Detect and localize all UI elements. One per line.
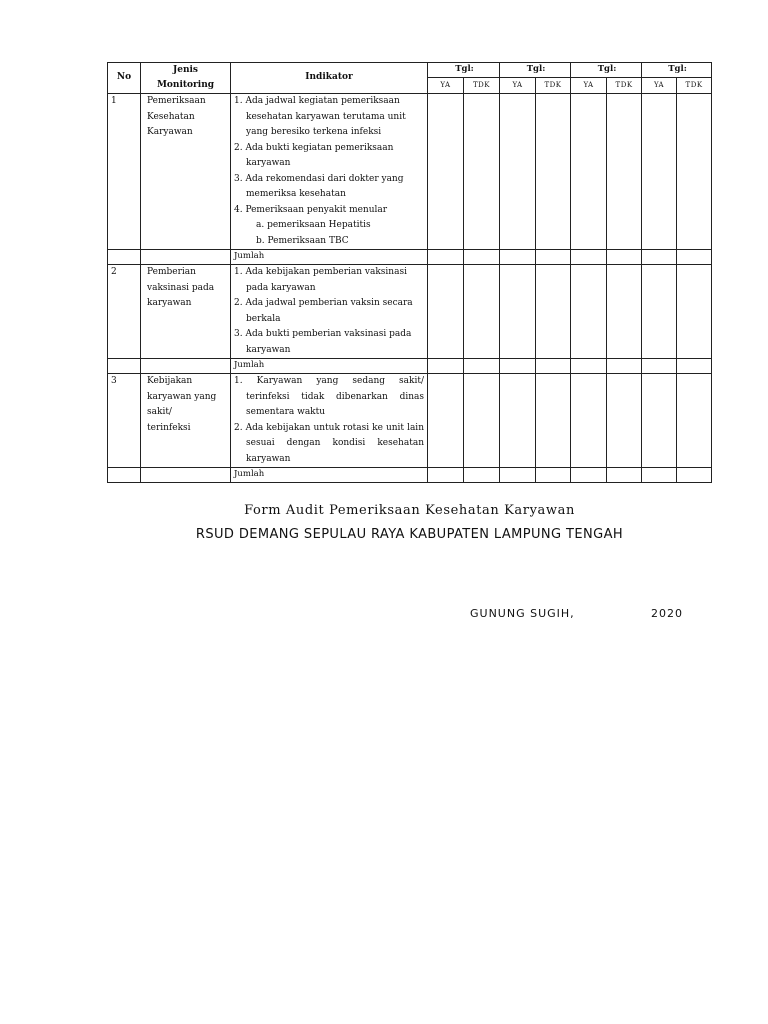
jumlah-label: Jumlah [231, 250, 428, 265]
check-cell[interactable] [536, 94, 571, 250]
check-cell[interactable] [500, 94, 536, 250]
indikator-item: 1. Karyawan yang sedang sakit/ terinfeksi tidak dibenarkan dinas sementara waktu [234, 376, 424, 417]
check-cell[interactable] [571, 94, 607, 250]
header-ya: YA [642, 77, 677, 93]
check-cell[interactable] [642, 359, 677, 374]
row-indikator [231, 265, 428, 359]
check-cell[interactable] [571, 265, 607, 359]
check-cell[interactable] [536, 250, 571, 265]
jumlah-row [108, 250, 712, 265]
header-ya: YA [571, 77, 607, 93]
header-jenis-line1: Jenis [172, 65, 198, 75]
indikator-subitem: b. Pemeriksaan TBC [256, 235, 349, 246]
jumlah-label: Jumlah [231, 359, 428, 374]
jenis-line: terinfeksi [147, 422, 191, 433]
row-indikator [231, 94, 428, 250]
check-cell[interactable] [428, 468, 464, 483]
jumlah-row [108, 468, 712, 483]
indikator-item: 2. Ada jadwal pemberian vaksin secara berkala [234, 298, 413, 324]
check-cell[interactable] [536, 265, 571, 359]
check-cell[interactable] [642, 468, 677, 483]
check-cell[interactable] [428, 250, 464, 265]
header-tdk: TDK [464, 77, 500, 93]
check-cell[interactable] [464, 94, 500, 250]
jenis-line: vaksinasi pada [147, 282, 215, 293]
header-indikator: Indikator [231, 63, 428, 94]
header-tgl-1: Tgl: [428, 63, 500, 78]
check-cell[interactable] [464, 359, 500, 374]
row-no: 2 [108, 265, 141, 359]
check-cell[interactable] [642, 94, 677, 250]
check-cell[interactable] [500, 374, 536, 468]
check-cell[interactable] [607, 94, 642, 250]
check-cell[interactable] [428, 374, 464, 468]
check-cell[interactable] [677, 374, 712, 468]
jenis-line: karyawan [147, 298, 192, 308]
check-cell[interactable] [607, 265, 642, 359]
check-cell[interactable] [536, 468, 571, 483]
row-jenis [141, 374, 231, 468]
jenis-line: karyawan yang [147, 391, 217, 402]
indikator-item: 1. Ada kebijakan pemberian vaksinasi pada karyawan [234, 267, 407, 293]
header-ya: YA [500, 77, 536, 93]
header-row-1 [108, 63, 712, 78]
check-cell[interactable] [607, 359, 642, 374]
jenis-line: Kesehatan [147, 111, 195, 122]
check-cell[interactable] [428, 359, 464, 374]
header-jenis-line2: Monitoring [156, 80, 215, 90]
check-cell[interactable] [642, 250, 677, 265]
check-cell[interactable] [571, 374, 607, 468]
check-cell[interactable] [571, 250, 607, 265]
check-cell[interactable] [536, 374, 571, 468]
jenis-line: Pemberian [147, 267, 196, 277]
check-cell[interactable] [536, 359, 571, 374]
header-tgl-2: Tgl: [500, 63, 571, 78]
hospital-name: RSUD DEMANG SEPULAU RAYA KABUPATEN LAMPUNG TENGAH [195, 527, 624, 542]
check-cell[interactable] [642, 265, 677, 359]
indikator-item: 3. Ada rekomendasi dari dokter yang memeriksa kesehatan [234, 173, 404, 199]
indikator-item: 2. Ada kebijakan untuk rotasi ke unit lain sesuai dengan kondisi kesehatan karyawan [234, 422, 424, 464]
check-cell[interactable] [607, 250, 642, 265]
header-tgl-4: Tgl: [642, 63, 712, 78]
check-cell[interactable] [677, 250, 712, 265]
check-cell[interactable] [571, 468, 607, 483]
check-cell[interactable] [677, 94, 712, 250]
audit-table [107, 62, 712, 483]
check-cell[interactable] [677, 359, 712, 374]
check-cell[interactable] [500, 250, 536, 265]
jenis-line: Karyawan [147, 127, 193, 137]
table-row [108, 94, 712, 250]
header-tdk: TDK [677, 77, 712, 93]
check-cell[interactable] [464, 265, 500, 359]
signature-place: GUNUNG SUGIH, [470, 607, 575, 620]
check-cell[interactable] [607, 374, 642, 468]
jenis-line: sakit/ [147, 407, 172, 417]
check-cell[interactable] [677, 468, 712, 483]
jumlah-label: Jumlah [231, 468, 428, 483]
jenis-line: Pemeriksaan [147, 96, 206, 106]
check-cell[interactable] [464, 468, 500, 483]
indikator-item: 2. Ada bukti kegiatan pemeriksaan karyawan [234, 142, 394, 168]
check-cell[interactable] [607, 468, 642, 483]
indikator-item: 4. Pemeriksaan penyakit menular [234, 204, 388, 215]
header-ya: YA [428, 77, 464, 93]
check-cell[interactable] [677, 265, 712, 359]
row-no: 3 [108, 374, 141, 468]
form-title: Form Audit Pemeriksaan Kesehatan Karyawan [244, 503, 575, 518]
row-jenis [141, 265, 231, 359]
jumlah-row [108, 359, 712, 374]
jenis-line: Kebijakan [147, 376, 193, 386]
indikator-item: 3. Ada bukti pemberian vaksinasi pada karyawan [234, 329, 412, 355]
check-cell[interactable] [464, 374, 500, 468]
row-no: 1 [108, 94, 141, 250]
row-jenis [141, 94, 231, 250]
header-tgl-3: Tgl: [571, 63, 642, 78]
header-tdk: TDK [536, 77, 571, 93]
indikator-item: 1. Ada jadwal kegiatan pemeriksaan kesehatan karyawan terutama unit yang beresiko terkena infeksi [234, 96, 406, 137]
row-indikator [231, 374, 428, 468]
signature-year: 2020 [651, 607, 683, 620]
check-cell[interactable] [642, 374, 677, 468]
check-cell[interactable] [500, 468, 536, 483]
table-row [108, 265, 712, 359]
header-jenis-monitoring [141, 63, 231, 94]
check-cell[interactable] [500, 359, 536, 374]
table-row [108, 374, 712, 468]
header-tdk: TDK [607, 77, 642, 93]
check-cell[interactable] [500, 265, 536, 359]
indikator-subitem: a. pemeriksaan Hepatitis [256, 220, 371, 230]
check-cell[interactable] [571, 359, 607, 374]
header-no: No [108, 63, 141, 94]
check-cell[interactable] [428, 94, 464, 250]
check-cell[interactable] [428, 265, 464, 359]
check-cell[interactable] [464, 250, 500, 265]
